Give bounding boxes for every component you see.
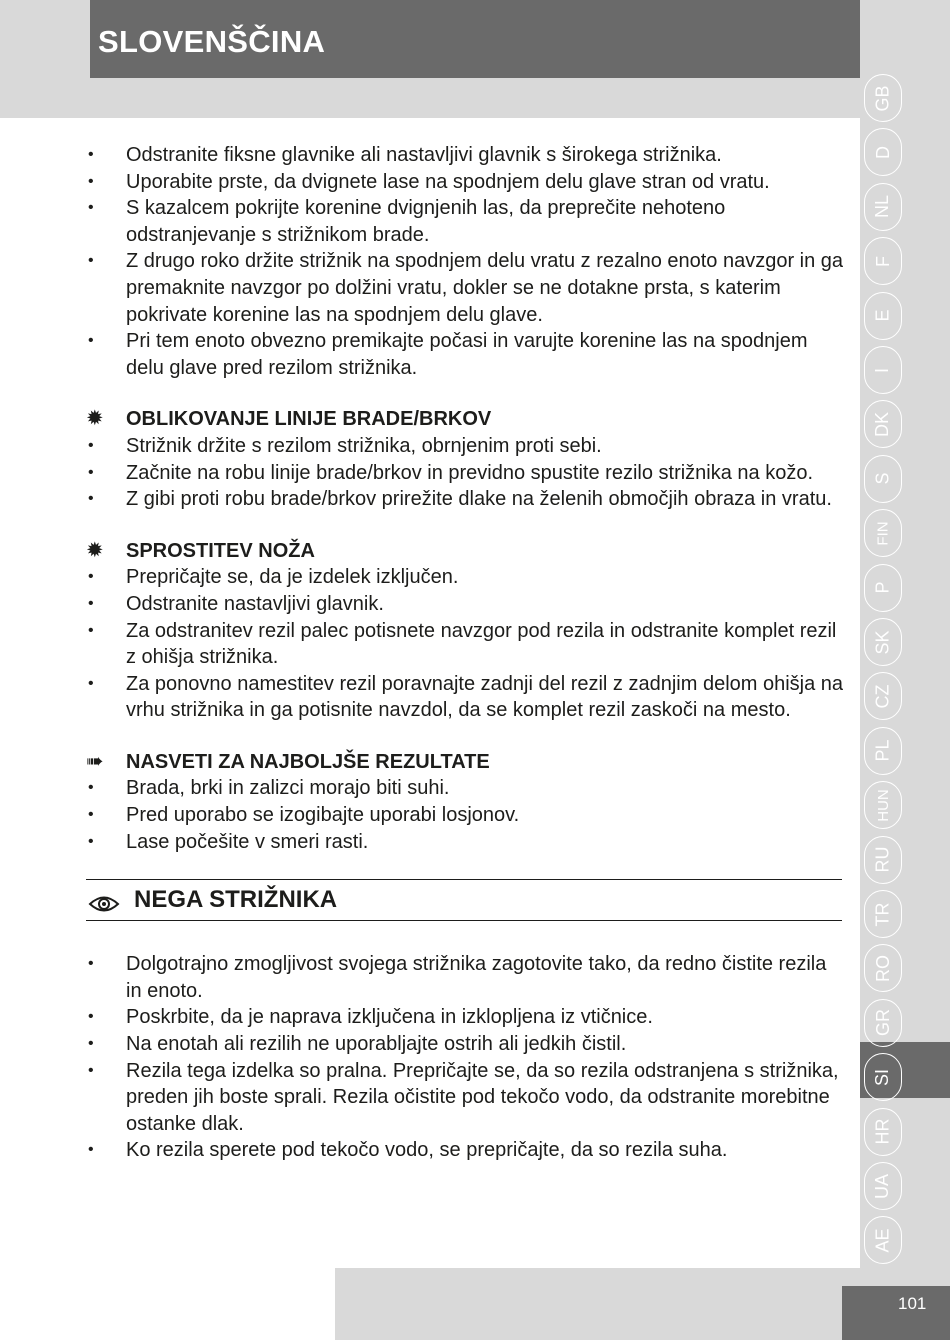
language-tab-s[interactable] xyxy=(864,455,902,503)
language-tab-label: PL xyxy=(872,739,893,762)
list-item: • Prepričajte se, da je izdelek izključen. xyxy=(86,564,846,591)
language-tab-si[interactable] xyxy=(864,1053,902,1101)
language-tab-label: SI xyxy=(872,1068,893,1086)
language-tab-label: HR xyxy=(872,1118,893,1145)
page-number-box xyxy=(842,1286,950,1340)
language-tab-e[interactable] xyxy=(864,292,902,340)
language-tab-hr[interactable] xyxy=(864,1108,902,1156)
list-item: • Lase počešite v smeri rasti. xyxy=(86,829,846,856)
care-list xyxy=(86,951,846,1164)
tips-list xyxy=(86,775,846,855)
language-tab-nl[interactable] xyxy=(864,183,902,231)
language-tab-label: F xyxy=(872,255,893,267)
language-tab-f[interactable] xyxy=(864,237,902,285)
language-tab-d[interactable] xyxy=(864,128,902,176)
language-tab-label: S xyxy=(872,472,893,485)
list-item: • Začnite na robu linije brade/brkov in previdno spustite rezilo strižnika na kožo. xyxy=(86,460,846,487)
sparkle-icon: ✹ xyxy=(86,538,104,562)
list-item: • Uporabite prste, da dvignete lase na spodnjem delu glave stran od vratu. xyxy=(86,169,846,196)
list-item: • Pred uporabo se izogibajte uporabi losjonov. xyxy=(86,802,846,829)
language-tab-i[interactable] xyxy=(864,346,902,394)
list-item: • Za odstranitev rezil palec potisnete navzgor pod rezila in odstranite komplet rezil z ohišja strižnika. xyxy=(86,618,846,671)
language-tab-label: UA xyxy=(872,1173,893,1199)
care-heading: NEGA STRIŽNIKA xyxy=(86,880,846,920)
list-item: • Strižnik držite s rezilom strižnika, obrnjenim proti sebi. xyxy=(86,433,846,460)
language-tab-ae[interactable] xyxy=(864,1216,902,1264)
blade-release-heading: ✹ SPROSTITEV NOŽA xyxy=(86,538,846,565)
language-tab-label: FIN xyxy=(874,521,892,546)
language-tab-label: NL xyxy=(872,195,893,219)
language-tab-label: GB xyxy=(872,84,893,112)
language-tab-fin[interactable] xyxy=(864,509,902,557)
list-item: • Dolgotrajno zmogljivost svojega strižnika zagotovite tako, da redno čistite rezila in enoto. xyxy=(86,951,846,1004)
list-item: • Odstranite nastavljivi glavnik. xyxy=(86,591,846,618)
language-tab-label: D xyxy=(872,145,893,159)
title-bar xyxy=(90,0,860,78)
language-tab-gr[interactable] xyxy=(864,999,902,1047)
divider xyxy=(86,920,842,921)
list-item: • Z drugo roko držite strižnik na spodnjem delu vratu z rezalno enoto navzgor in ga premaknite navzgor po dolžini vratu, dokler se ne dotakne prsta, s katerim pokrivate korenine las na spodnjem delu glave. xyxy=(86,248,846,328)
language-tab-label: SK xyxy=(872,629,893,655)
language-tab-label: P xyxy=(872,581,893,594)
list-item: • Rezila tega izdelka so pralna. Prepričajte se, da so rezila odstranjena s strižnika, preden jih boste sprali. Rezila očistite pod tekočo vodo, da odstranite morebitne ostanke dlak. xyxy=(86,1058,846,1138)
language-tab-label: I xyxy=(872,367,893,373)
main-content xyxy=(86,142,846,1164)
language-tab-tr[interactable] xyxy=(864,890,902,938)
language-tab-label: TR xyxy=(872,902,893,926)
language-tab-pl[interactable] xyxy=(864,727,902,775)
tips-heading: ➠ NASVETI ZA NAJBOLJŠE REZULTATE xyxy=(86,749,846,776)
list-item: • Ko rezila sperete pod tekočo vodo, se prepričajte, da so rezila suha. xyxy=(86,1137,846,1164)
language-tab-label: HUN xyxy=(874,788,892,822)
blade-release-list xyxy=(86,564,846,724)
language-tab-label: RU xyxy=(872,846,893,873)
arrow-right-icon: ➠ xyxy=(86,749,104,773)
language-tab-sk[interactable] xyxy=(864,618,902,666)
language-tab-cz[interactable] xyxy=(864,672,902,720)
list-item: • Brada, brki in zalizci morajo biti suhi. xyxy=(86,775,846,802)
beard-line-heading: ✹ OBLIKOVANJE LINIJE BRADE/BRKOV xyxy=(86,406,846,433)
language-tab-label: DK xyxy=(872,411,893,437)
eye-icon xyxy=(88,888,120,928)
language-tab-ro[interactable] xyxy=(864,944,902,992)
intro-list xyxy=(86,142,846,381)
language-tab-ru[interactable] xyxy=(864,836,902,884)
language-tab-hun[interactable] xyxy=(864,781,902,829)
list-item: • Poskrbite, da je naprava izključena in izklopljena iz vtičnice. xyxy=(86,1004,846,1031)
language-tab-label: CZ xyxy=(872,684,893,709)
language-tab-label: RO xyxy=(872,954,893,982)
language-tab-ua[interactable] xyxy=(864,1162,902,1210)
language-tab-label: GR xyxy=(872,1009,893,1037)
language-tab-gb[interactable] xyxy=(864,74,902,122)
list-item: • Za ponovno namestitev rezil poravnajte zadnji del rezil z zadnjim delom ohišja na vrhu strižnika in ga potisnite navzdol, da se komplet rezil zaskoči na mesto. xyxy=(86,671,846,724)
language-tab-label: E xyxy=(872,309,893,322)
page-number: 101 xyxy=(898,1294,927,1313)
list-item: • Na enotah ali rezilih ne uporabljajte ostrih ali jedkih čistil. xyxy=(86,1031,846,1058)
language-tab-dk[interactable] xyxy=(864,400,902,448)
list-item: • Odstranite fiksne glavnike ali nastavljivi glavnik s širokega strižnika. xyxy=(86,142,846,169)
beard-line-list xyxy=(86,433,846,513)
list-item: • S kazalcem pokrijte korenine dvignjenih las, da preprečite nehoteno odstranjevanje s strižnikom brade. xyxy=(86,195,846,248)
language-tab-label: AE xyxy=(872,1228,893,1253)
language-tab-p[interactable] xyxy=(864,564,902,612)
list-item: • Z gibi proti robu brade/brkov prirežite dlake na želenih območjih obraza in vratu. xyxy=(86,486,846,513)
sparkle-icon: ✹ xyxy=(86,407,104,431)
list-item: • Pri tem enoto obvezno premikajte počasi in varujte korenine las na spodnjem delu glave pred rezilom strižnika. xyxy=(86,328,846,381)
page-title: SLOVENŠČINA xyxy=(98,24,326,59)
